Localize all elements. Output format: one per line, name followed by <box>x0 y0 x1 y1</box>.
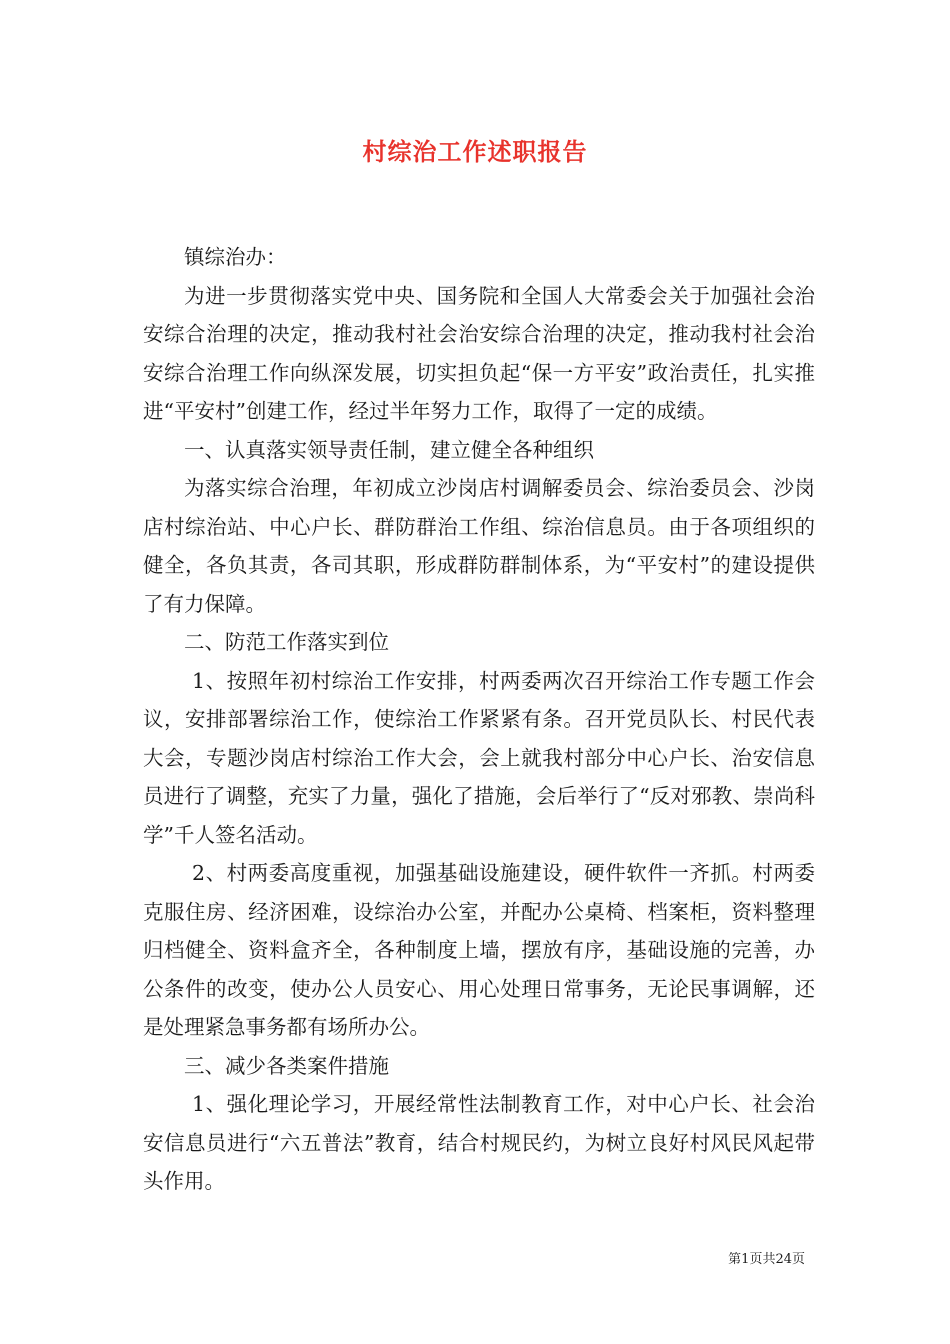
paragraph-intro: 为进一步贯彻落实党中央、国务院和全国人大常委会关于加强社会治安综合治理的决定，推动我村社会治安综合治理的决定，推动我村社会治安综合治理工作向纵深发展，切实担负起“保一方平安”政治责任，扎实推进“平安村”创建工作，经过半年努力工作，取得了一定的成绩。 <box>143 283 815 423</box>
paragraph-organizations: 为落实综合治理，年初成立沙岗店村调解委员会、综治委员会、沙岗店村综治站、中心户长、群防群治工作组、综治信息员。由于各项组织的健全，各负其责，各司其职，形成群防群制体系，为“平安村”的建设提供了有力保障。 <box>143 476 815 616</box>
page-number: 第1页共24页 <box>728 1252 805 1267</box>
section-heading-2: 二、防范工作落实到位 <box>184 630 389 654</box>
paragraph-prevention-2: 2、村两委高度重视，加强基础设施建设，硬件软件一齐抓。村两委克服住房、经济困难，设综治办公室，并配办公桌椅、档案柜，资料整理归档健全、资料盒齐全，各种制度上墙，摆放有序，基础设施的完善，办公条件的改变，使办公人员安心、用心处理日常事务，无论民事调解，还是处理紧急事务都有场所办公。 <box>143 861 815 1039</box>
section-heading-3: 三、减少各类案件措施 <box>184 1053 389 1078</box>
salutation: 镇综治办： <box>184 245 287 269</box>
document-body <box>143 238 815 1201</box>
paragraph-prevention-1: 1、按照年初村综治工作安排，村两委两次召开综治工作专题工作会议，安排部署综治工作，使综治工作紧紧有条。召开党员队长、村民代表大会，专题沙岗店村综治工作大会，会上就我村部分中心户长、治安信息员进行了调整，充实了力量，强化了措施，会后举行了“反对邪教、崇尚科学”千人签名活动。 <box>143 668 815 847</box>
paragraph-cases-1: 1、强化理论学习，开展经常性法制教育工作，对中心户长、社会治安信息员进行“六五普法”教育，结合村规民约，为树立良好村风民风起带头作用。 <box>143 1092 815 1193</box>
section-heading-1: 一、认真落实领导责任制，建立健全各种组织 <box>184 437 594 462</box>
document-title: 村综治工作述职报告 <box>362 137 588 166</box>
